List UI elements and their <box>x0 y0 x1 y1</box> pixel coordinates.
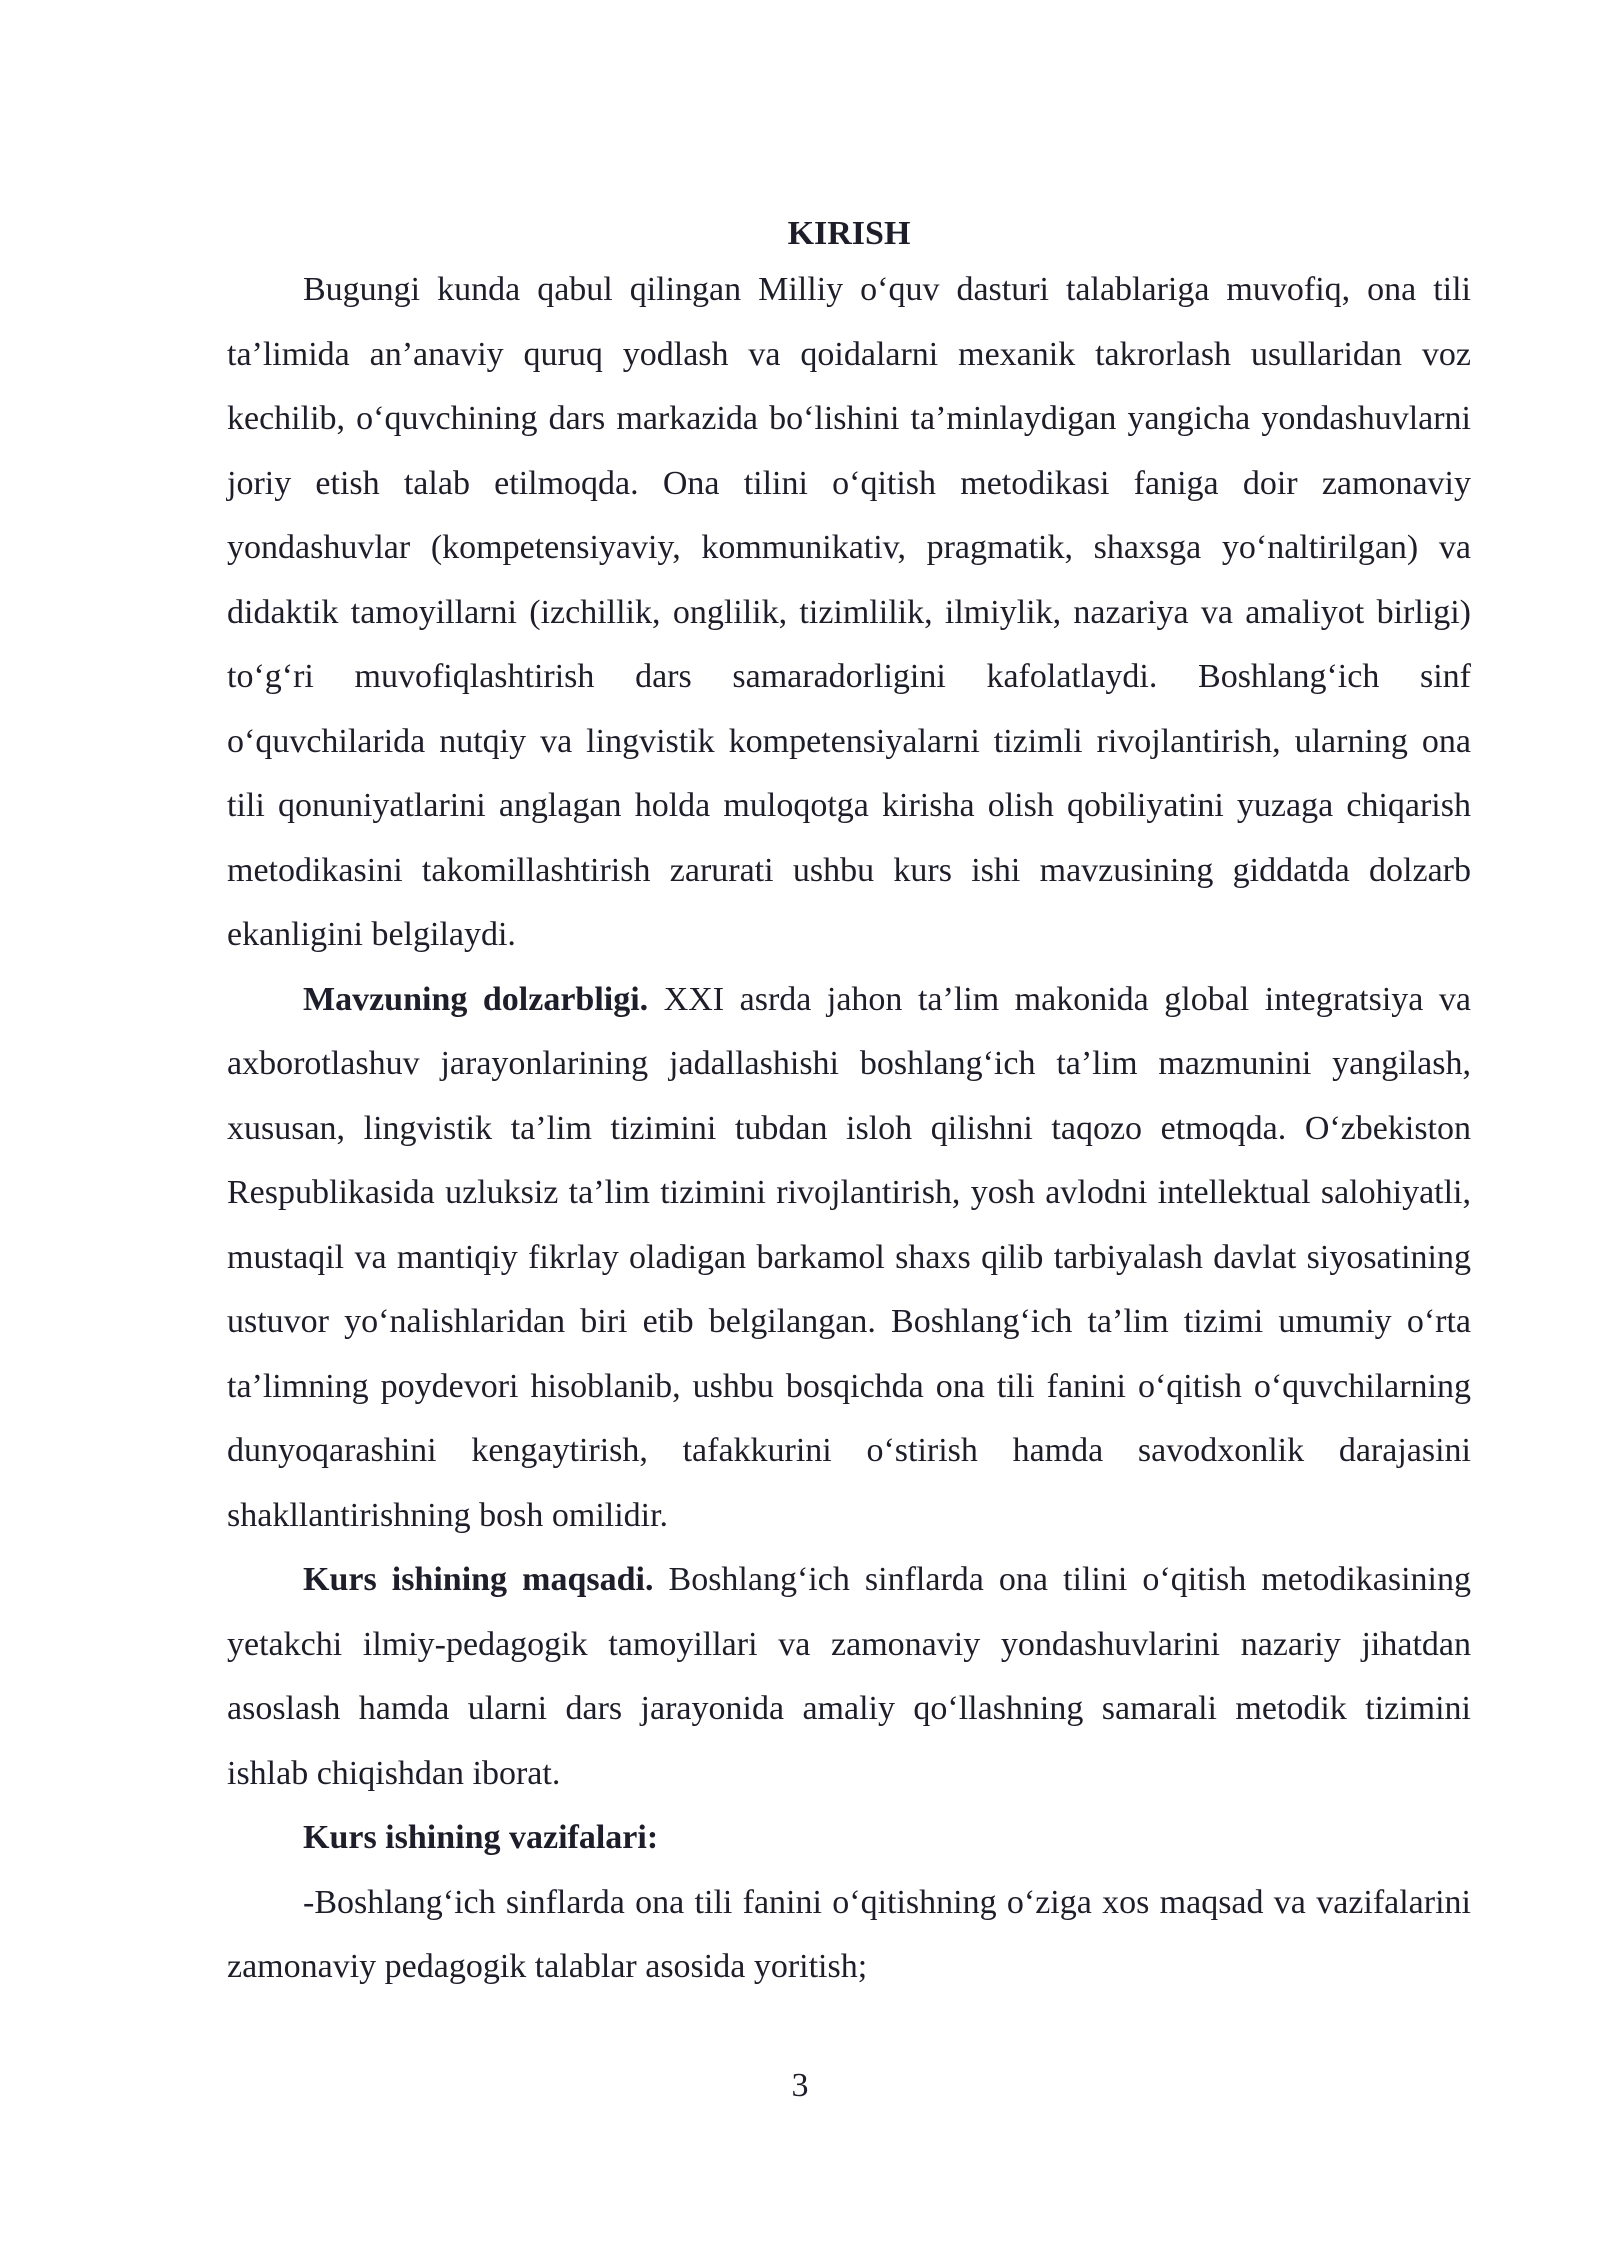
intro-paragraph: Bugungi kunda qabul qilingan Milliy o‘quv dasturi talablariga muvofiq, ona tili ta’limida an’anaviy quruq yodlash va qoidalarni mexanik takrorlash usullaridan voz kechilib, o‘quvchining dars markazida bo‘lishini ta’minlaydigan yangicha yondashuvlarni joriy etish talab etilmoqda. Ona tilini o‘qitish metodikasi faniga doir zamonaviy yondashuvlar (kompetensiyaviy, kommunikativ, pragmatik, shaxsga yo‘naltirilgan) va didaktik tamoyillarni (izchillik, onglilik, tizimlilik, ilmiylik, nazariya va amaliyot birligi) to‘g‘ri muvofiqlashtirish dars samaradorligini kafolatlaydi. Boshlang‘ich sinf o‘quvchilarida nutqiy va lingvistik kompetensiyalarni tizimli rivojlantirish, ularning ona tili qonuniyatlarini anglagan holda muloqotga kirisha olish qobiliyatini yuzaga chiqarish metodikasini takomillashtirish zarurati ushbu kurs ishi mavzusining giddatda dolzarb ekanligini belgilaydi. <box>227 271 1471 953</box>
goal-text: Boshlang‘ich sinflarda ona tilini o‘qitish metodikasining yetakchi ilmiy-pedagogik tamoyillari va zamonaviy yondashuvlarini nazariy jihatdan asoslash hamda ularni dars jarayonida amaliy qo‘llashning samarali metodik tizimini ishlab chiqishdan iborat. <box>227 1561 1472 1792</box>
relevance-paragraph <box>227 968 1471 1549</box>
section-title: KIRISH <box>787 215 911 252</box>
relevance-label: Mavzuning dolzarbligi. <box>303 980 649 1018</box>
page-content <box>227 210 1471 2000</box>
page-number: 3 <box>791 2067 809 2104</box>
task-item: -Boshlang‘ich sinflarda ona tili fanini o‘qitishning o‘ziga xos maqsad va vazifalarini zamonaviy pedagogik talablar asosida yoritish; <box>227 1883 1471 1985</box>
goal-label: Kurs ishining maqsadi. <box>303 1561 654 1598</box>
tasks-label: Kurs ishining vazifalari: <box>303 1819 659 1856</box>
goal-paragraph <box>227 1548 1471 1806</box>
relevance-text: XXI asrda jahon ta’lim makonida global integratsiya va axborotlashuv jarayonlarining jadallashishi boshlang‘ich ta’lim mazmunini yangilash, xususan, lingvistik ta’lim tizimini tubdan isloh qilishni taqozo etmoqda. O‘zbekiston Respublikasida uzluksiz ta’lim tizimini rivojlantirish, yosh avlodni intellektual salohiyatli, mustaqil va mantiqiy fikrlay oladigan barkamol shaxs qilib tarbiyalash davlat siyosatining ustuvor yo‘nalishlaridan biri etib belgilangan. Boshlang‘ich ta’lim tizimi umumiy o‘rta ta’limning poydevori hisoblanib, ushbu bosqichda ona tili fanini o‘qitish o‘quvchilarning dunyoqarashini kengaytirish, tafakkurini o‘stirish hamda savodxonlik darajasini shakllantirishning bosh omilidir. <box>227 980 1471 1534</box>
tasks-heading <box>227 1806 1471 1871</box>
